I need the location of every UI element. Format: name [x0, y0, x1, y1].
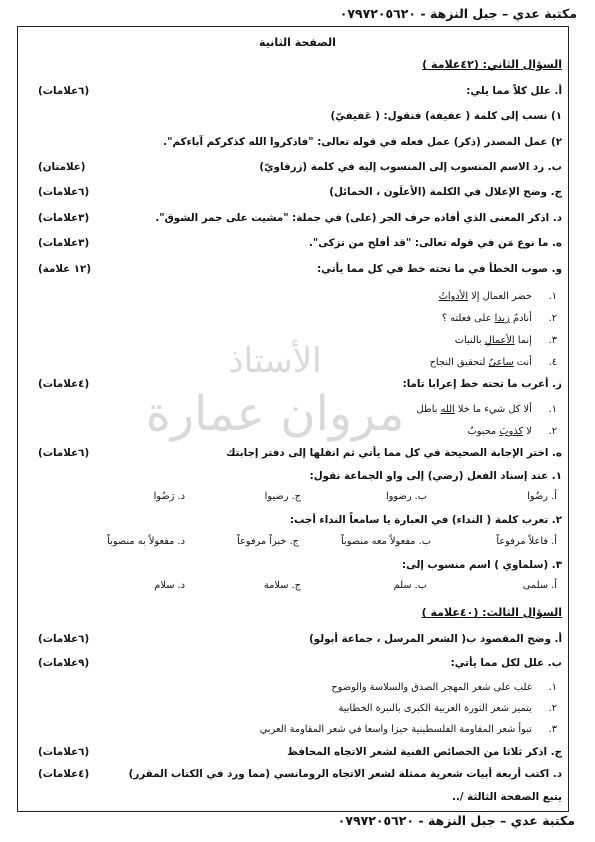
q2-a1: ١) نسب إلى كلمة ( عفيفة) فنقول: ( عَفيفيّ): [330, 110, 562, 122]
q3-b-item: ٢. يتميز شعر الثورة العربية الكبرى بالنبرة الخطابية: [338, 703, 557, 714]
q2-c: ج. وضح الإعلال في الكلمة (الأعلَون ، الخمائل) (٦علامات): [38, 186, 562, 198]
q2-b: ب. رد الاسم المنسوب إلى المنسوب إليه في كلمة (زرقاويّ) (علامتان): [38, 161, 562, 173]
q2-h3-options: [38, 577, 557, 594]
q2-g-item: ٢. لا كذوبَ محبوبٌ: [467, 426, 557, 437]
q2-g-item: ١. ألا كل شيء ما خلا الله باطل: [416, 404, 557, 415]
continue-note: يتبع الصفحة الثالثة /..: [451, 791, 562, 803]
library-footer: مكتبة عدي – جبل النزهة - ٠٧٩٧٢٠٥٦٢٠: [337, 813, 575, 828]
q2-d: د. اذكر المعنى الذي أفاده حرف الجر (على) في جملة: "مشيت على جمر الشوق". (٣علامات): [38, 212, 562, 224]
q3-b: ب. علل لكل مما يأتي: (٩علامات): [38, 657, 562, 669]
q2-e: ه. ما نوع مَن في قوله تعالى: "قد أفلح من تزكى". (٣علامات): [38, 237, 562, 249]
q2-h2-stem: ٢. تعرب كلمة ( النداء) في العبارة يا سامعاً النداء أجب:: [289, 514, 562, 526]
watermark-line1: الأستاذ: [228, 341, 322, 381]
q3-d: د. اكتب أربعة أبيات شعرية ممثلة لشعر الاتجاه الرومانسي (مما ورد في الكتاب المقرر) (٤علامات): [38, 768, 562, 780]
q2-g: ز. أعرب ما تحته خط إعرابا تاما: (٤علامات): [38, 378, 562, 390]
q2-f-item: ١. حضر العمال إلا الأدواتُ: [438, 291, 557, 302]
option: د. رَضُوا: [153, 491, 185, 502]
q2-f: و. صوب الخطأ في ما تحته خط في كل مما يأتي: (١٢ علامة): [38, 263, 562, 275]
q2-h: ه. اختر الإجابة الصحيحة في كل مما يأتي ثم انقلها إلى دفتر إجابتك (٦علامات): [38, 447, 562, 459]
q2-h1-stem: ١. عند إسناد الفعل (رضي) إلى واو الجماعة نقول:: [309, 470, 562, 482]
option: أ. رضُوا: [527, 491, 557, 502]
q2-a: أ. علل كلاً مما يلي: (٦علامات): [38, 85, 562, 97]
option: أ. سلمى: [522, 580, 557, 591]
q3-b-item: ٣. تبوأ شعر المقاومة الفلسطينية حيزا واسعا في شعر المقاومة العربي: [259, 724, 557, 735]
watermark-line2: مروان عمارة: [145, 386, 405, 442]
page-title: الصفحة الثانية: [259, 36, 336, 49]
q3-b-item: ١. غلب على شعر المهجر الصدق والسلاسة والوضوح: [331, 682, 557, 693]
option: أ. فاعلاً مرفوعاً: [496, 536, 557, 547]
option: ب. رضووا: [385, 491, 427, 502]
q3-a: أ. وضح المقصود ب( الشعر المرسل ، جماعة أبولو) (٦علامات): [38, 633, 562, 645]
q2-heading: السؤال الثاني: (٤٢علامة ): [422, 58, 562, 71]
option: ج. سلامة: [263, 580, 301, 591]
option: د. مفعولاً به منصوباً: [107, 536, 185, 547]
option: ب. مفعولاً معه منصوباً: [341, 536, 431, 547]
option: ج. خبراً مرفوعاً: [236, 536, 299, 547]
q2-h3-stem: ٣. (سلماوي ) اسم منسوب إلى:: [401, 559, 562, 571]
q3-c: ج. اذكر ثلاثا من الخصائص الفنية لشعر الاتجاه المحافظ (٦علامات): [38, 746, 562, 758]
q2-h2-options: [38, 533, 557, 550]
q3-heading: السؤال الثالث: (٤٠علامة ): [421, 606, 562, 619]
option: د. سلام: [154, 580, 185, 591]
q2-f-item: ٢. أنادمُ زيدا على فعلته ؟: [441, 313, 557, 324]
q2-h1-options: [38, 488, 557, 505]
option: ج. رضيوا: [264, 491, 301, 502]
library-header: مكتبة عدي – جبل النزهة - ٠٧٩٧٢٠٥٦٢٠: [339, 6, 577, 21]
q2-a2: ٢) عمل المصدر (ذكر) عمل فعله في قوله تعالى: "فاذكروا الله كذكركم آباءكم".: [163, 136, 562, 148]
q2-f-item: ٣. إنما الأعمالِ بالنيات: [454, 335, 557, 346]
option: ب. سلم: [393, 580, 427, 591]
q2-f-item: ٤. أنت ساعيٌ لتحقيق النجاح: [429, 357, 557, 368]
